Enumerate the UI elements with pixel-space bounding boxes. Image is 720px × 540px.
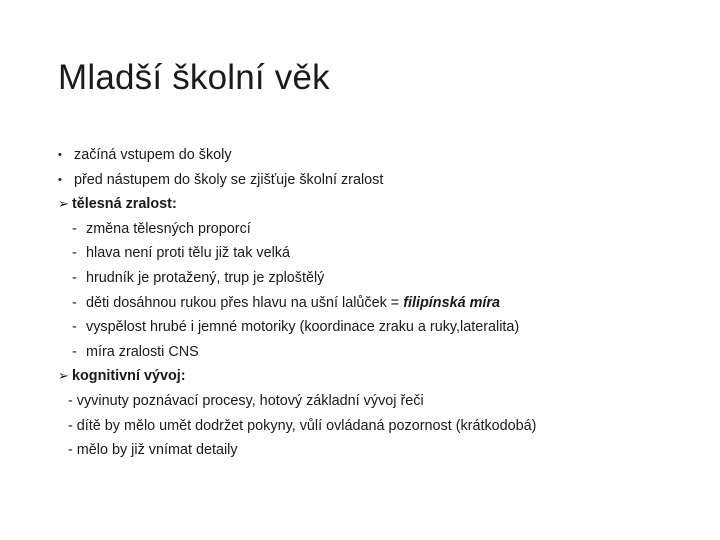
bullet-text: před nástupem do školy se zjišťuje školní zralost xyxy=(74,171,384,188)
dash-icon: - xyxy=(72,220,77,237)
list-item xyxy=(58,438,708,463)
dash-icon: - xyxy=(72,294,77,311)
list-item xyxy=(58,315,708,340)
list-item xyxy=(58,389,708,414)
section-heading-cognitive xyxy=(58,364,708,389)
bullet-dot-icon: • xyxy=(58,173,62,186)
list-item-text: hrudník je protažený, trup je zploštělý xyxy=(86,269,325,286)
list-item xyxy=(58,340,708,365)
list-item-text: - dítě by mělo umět dodržet pokyny, vůlí ovládaná pozornost (krátkodobá) xyxy=(68,417,537,434)
arrow-bullet-icon: ➢ xyxy=(58,368,69,384)
bullet-text: začíná vstupem do školy xyxy=(74,147,232,163)
dash-icon: - xyxy=(72,245,77,262)
dash-icon: - xyxy=(72,269,77,286)
list-item xyxy=(58,217,708,242)
list-item-text: míra zralosti CNS xyxy=(86,343,199,360)
list-item-text: změna tělesných proporcí xyxy=(86,220,251,237)
bullet-dot-icon: • xyxy=(58,149,62,161)
list-item-text: - vyvinuty poznávací procesy, hotový základní vývoj řeči xyxy=(68,392,424,409)
list-item xyxy=(58,168,708,193)
arrow-bullet-icon: ➢ xyxy=(58,196,69,212)
dash-icon: - xyxy=(72,343,77,360)
list-item xyxy=(58,291,708,316)
list-item-text: - mělo by již vnímat detaily xyxy=(68,442,238,459)
section-heading-text: kognitivní vývoj: xyxy=(72,368,186,385)
list-item xyxy=(58,241,708,266)
section-heading-physical xyxy=(58,192,708,217)
slide-title: Mladší školní věk xyxy=(58,58,330,97)
list-item xyxy=(58,266,708,291)
dash-icon: - xyxy=(72,319,77,336)
list-item-text: děti dosáhnou rukou přes hlavu na ušní lalůček = xyxy=(86,294,404,311)
slide-body xyxy=(58,143,708,463)
emphasis-term: filipínská míra xyxy=(403,294,500,311)
list-item xyxy=(58,143,708,168)
list-item-text: hlava není proti tělu již tak velká xyxy=(86,245,290,262)
section-heading-text: tělesná zralost: xyxy=(72,196,177,213)
list-item-text: vyspělost hrubé i jemné motoriky (koordinace zraku a ruky,lateralita) xyxy=(86,319,520,336)
list-item xyxy=(58,414,708,439)
